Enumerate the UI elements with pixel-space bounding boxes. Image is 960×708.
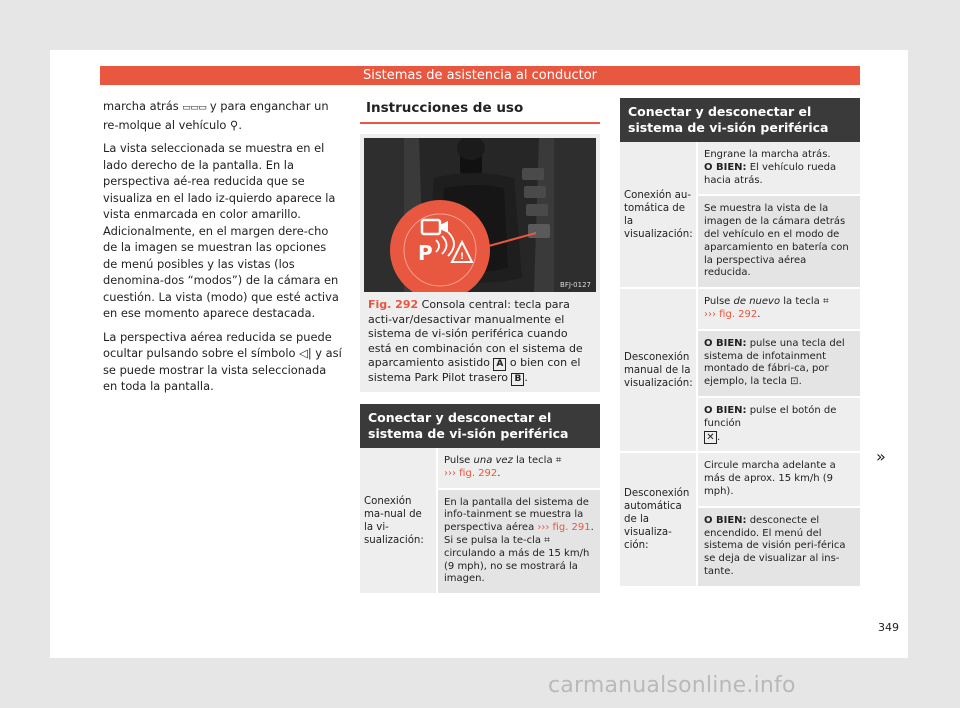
manual-activation-table [360, 404, 600, 595]
table-cell: Circule marcha adelante a más de aprox. 15 km/h (9 mph). [698, 453, 860, 507]
row-label: Desconexión automática de la visualiza-ción: [624, 488, 690, 552]
camera-key-icon: ⌗ [822, 296, 829, 308]
table-title: Conectar y desconectar el sistema de vi-sión periférica [620, 98, 860, 142]
continue-arrow: » [876, 447, 886, 466]
table-row [620, 453, 860, 587]
paragraph: marcha atrás ▭▭▭ y para enganchar un re-molque al vehículo ⚲. [103, 99, 329, 132]
page-header: Sistemas de asistencia al conductor [100, 66, 860, 85]
table-row [360, 448, 600, 595]
body-text-column [103, 98, 343, 402]
figure-reference-code: BFJ-0127 [560, 281, 591, 289]
instructions-column [360, 98, 600, 595]
table-cell: Pulse de nuevo la tecla ⌗ ››› fig. 292. [698, 289, 860, 331]
table-cell: Se muestra la vista de la imagen de la cámara detrás del vehículo en el modo de aparcamiento en batería con la perspectiva aérea reducida. [698, 196, 860, 287]
close-function-icon: ✕ [704, 431, 717, 444]
table-cell: O BIEN: pulse el botón de función ✕ . [704, 404, 837, 443]
center-console-photo [364, 138, 596, 292]
rear-view-camera-icon: ▭▭▭ [182, 103, 207, 113]
section-title: Instrucciones de uso [360, 98, 600, 124]
label-a: A [493, 358, 506, 371]
trailer-hitch-icon: ⚲ [230, 117, 239, 132]
figure-caption: Fig. 292 Consola central: tecla para acti-var/desactivar manualmente el sistema de vi-sión periférica cuando está en combinación con el sistema de aparcamiento asistido A o bien con el sistema Park Pilot trasero B . [368, 298, 583, 384]
table-row [620, 289, 860, 453]
figure-292 [360, 134, 600, 392]
table-cell: En la pantalla del sistema de info-tainment se muestra la perspectiva aérea ››› fig. 291. Si se pulsa la te-cla ⌗ circulando a más de 15 km/h (9 mph), no se mostrará la imagen. [438, 490, 600, 594]
svg-text:!: ! [460, 252, 465, 262]
table-title: Conectar y desconectar el sistema de vi-sión periférica [360, 404, 600, 448]
table-row [620, 142, 860, 289]
car-key-icon: ⊡ [790, 376, 799, 388]
label-b: B [511, 373, 524, 386]
table-cell: O BIEN: pulse una tecla del sistema de infotainment montado de fábri-ca, por ejemplo, la tecla ⊡. [698, 331, 860, 398]
table-cell: O BIEN: desconecte el encendido. El menú del sistema de visión peri-férica se deja de visualizar al ins-tante. [698, 508, 860, 586]
camera-key-icon: ⌗ [544, 534, 550, 546]
page-number: 349 [878, 621, 899, 634]
table-cell: Engrane la marcha atrás. O BIEN: El vehículo rueda hacia atrás. [698, 142, 860, 196]
figure-number: Fig. 292 [368, 298, 419, 311]
figure-link[interactable]: ››› fig. 292 [704, 308, 758, 320]
figure-link[interactable]: ››› fig. 292 [444, 467, 498, 479]
camera-key-icon: ⌗ [555, 455, 562, 466]
row-label: Conexión ma-nual de la vi-sualización: [364, 495, 424, 546]
activation-table-column [620, 98, 860, 588]
row-label: Conexión au-tomática de la visualización: [624, 189, 693, 240]
table-cell: Pulse una vez la tecla ⌗ ››› fig. 292. [438, 448, 600, 490]
figure-link[interactable]: ››› fig. 291 [537, 522, 591, 534]
paragraph: La perspectiva aérea reducida se puede ocultar pulsando sobre el símbolo ◁| y así se puede mostrar la vista seleccionada en toda la pantalla. [103, 329, 342, 393]
row-label: Desconexión manual de la visualización: [624, 351, 693, 389]
console-illustration [364, 138, 596, 292]
svg-text:P: P [418, 241, 433, 265]
watermark: carmanualsonline.info [548, 673, 796, 698]
paragraph: La vista seleccionada se muestra en el lado derecho de la pantalla. En la perspectiva aé-rea reducida que se visualiza en el lado iz-quierdo aparece la vista enmarcada en color amarillo. Adicionalmente, en el margen dere-cho de la imagen se muestran las opciones de menú posibles y las vistas (los denomina-dos “modos”) de la cámara en cuestión. La vista (modo) que esté activa en ese momento aparece destacada. [103, 141, 339, 320]
